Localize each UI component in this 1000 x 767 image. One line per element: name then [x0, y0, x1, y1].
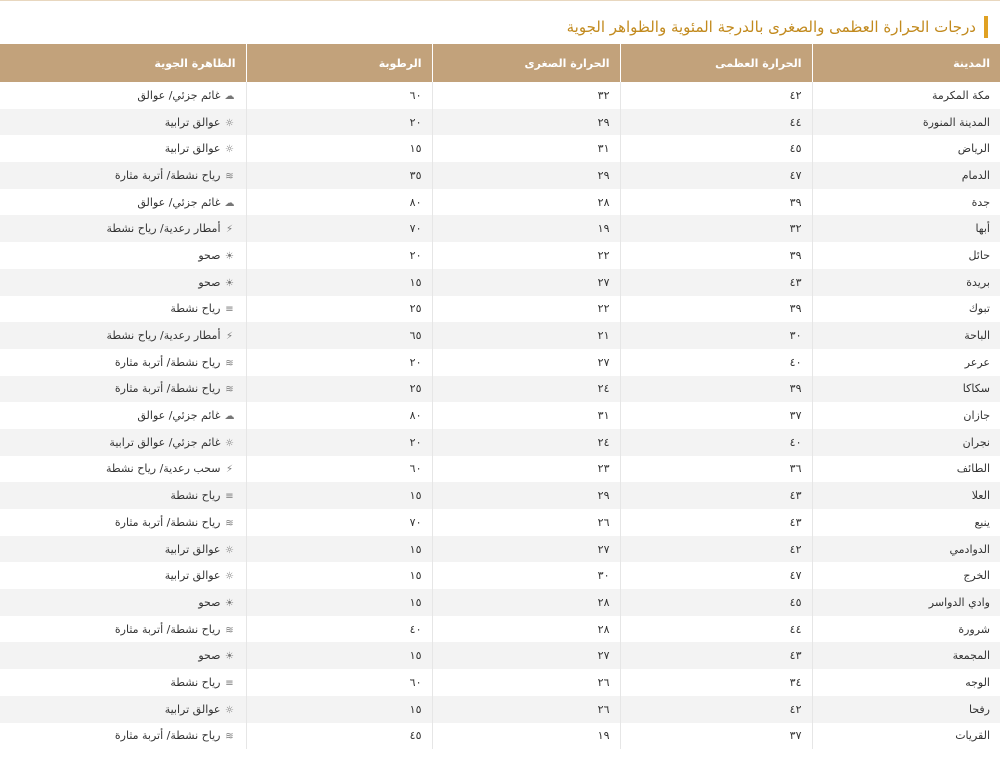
city-cell: المجمعة	[812, 642, 1000, 669]
cloud-haze-icon: ☁	[224, 90, 235, 102]
min-temp-cell: ٢٧	[432, 642, 620, 669]
weather-cell	[0, 696, 246, 723]
table-header	[0, 44, 1000, 82]
weather-cell	[0, 669, 246, 696]
weather-label: سحب رعدية/ رياح نشطة	[105, 462, 221, 476]
dust-wind-icon: ≋	[225, 357, 234, 369]
table-row	[0, 562, 1000, 589]
sun-icon: ☀	[225, 277, 234, 289]
weather-cell	[0, 456, 246, 483]
max-temp-cell: ٤٧	[620, 162, 812, 189]
humidity-cell: ٨٠	[246, 189, 432, 216]
max-temp-cell: ٤٣	[620, 482, 812, 509]
humidity-cell: ٢٠	[246, 349, 432, 376]
humidity-cell: ٤٥	[246, 723, 432, 750]
humidity-cell: ٢٥	[246, 296, 432, 323]
weather-label: رياح نشطة/ أتربة مثارة	[114, 515, 221, 529]
weather-cell	[0, 482, 246, 509]
table-row	[0, 696, 1000, 723]
table-row	[0, 642, 1000, 669]
city-cell: جدة	[812, 189, 1000, 216]
weather-cell	[0, 162, 246, 189]
humidity-cell: ٨٠	[246, 402, 432, 429]
table-row	[0, 135, 1000, 162]
min-temp-cell: ٢٩	[432, 162, 620, 189]
max-temp-cell: ٤٣	[620, 642, 812, 669]
table-row	[0, 296, 1000, 323]
city-cell: الوجه	[812, 669, 1000, 696]
max-temp-cell: ٤٥	[620, 135, 812, 162]
weather-label: عوالق ترابية	[164, 569, 221, 583]
dust-sun-icon: ☼	[225, 571, 234, 583]
city-cell: الطائف	[812, 456, 1000, 483]
min-temp-cell: ٣٠	[432, 562, 620, 589]
weather-label: أمطار رعدية/ رياح نشطة	[106, 329, 221, 343]
weather-cell	[0, 82, 246, 109]
city-cell: المدينة المنورة	[812, 109, 1000, 136]
table-row	[0, 669, 1000, 696]
humidity-cell: ٢٠	[246, 109, 432, 136]
weather-label: غائم جزئي/ عوالق ترابية	[109, 435, 221, 449]
max-temp-cell: ٣٩	[620, 376, 812, 403]
min-temp-cell: ٢٨	[432, 589, 620, 616]
weather-label: صحو	[198, 649, 221, 663]
weather-label: رياح نشطة	[170, 302, 221, 316]
dust-wind-icon: ≋	[225, 624, 234, 636]
weather-label: عوالق ترابية	[164, 702, 221, 716]
max-temp-cell: ٣٩	[620, 189, 812, 216]
weather-label: عوالق ترابية	[164, 115, 221, 129]
table-row	[0, 723, 1000, 750]
weather-cell	[0, 589, 246, 616]
city-cell: ينبع	[812, 509, 1000, 536]
dust-sun-icon: ☼	[225, 437, 234, 449]
max-temp-cell: ٣٧	[620, 723, 812, 750]
max-temp-cell: ٣٤	[620, 669, 812, 696]
dust-wind-icon: ≋	[225, 170, 234, 182]
table-row	[0, 509, 1000, 536]
table-row	[0, 242, 1000, 269]
min-temp-cell: ٢٩	[432, 482, 620, 509]
humidity-cell: ٧٠	[246, 215, 432, 242]
min-temp-cell: ٣١	[432, 135, 620, 162]
max-temp-cell: ٣٩	[620, 242, 812, 269]
table-row	[0, 536, 1000, 563]
title-bar	[0, 4, 1000, 44]
dust-sun-icon: ☼	[225, 117, 234, 129]
weather-label: غائم جزئي/ عوالق	[137, 88, 221, 102]
weather-label: رياح نشطة	[170, 675, 221, 689]
thunder-wind-icon: ⚡	[225, 224, 234, 236]
weather-cell	[0, 376, 246, 403]
humidity-cell: ١٥	[246, 135, 432, 162]
table-row	[0, 589, 1000, 616]
table-row	[0, 82, 1000, 109]
weather-cell	[0, 349, 246, 376]
weather-cell	[0, 642, 246, 669]
city-cell: وادي الدواسر	[812, 589, 1000, 616]
column-header-city: المدينة	[812, 44, 1000, 82]
max-temp-cell: ٤٢	[620, 696, 812, 723]
max-temp-cell: ٤٣	[620, 509, 812, 536]
humidity-cell: ١٥	[246, 642, 432, 669]
humidity-cell: ٦٥	[246, 322, 432, 349]
table-row	[0, 215, 1000, 242]
max-temp-cell: ٤٧	[620, 562, 812, 589]
max-temp-cell: ٣٩	[620, 296, 812, 323]
min-temp-cell: ٢٧	[432, 536, 620, 563]
humidity-cell: ٢٠	[246, 429, 432, 456]
weather-label: أمطار رعدية/ رياح نشطة	[106, 222, 221, 236]
dust-sun-icon: ☼	[225, 544, 234, 556]
city-cell: تبوك	[812, 296, 1000, 323]
city-cell: بريدة	[812, 269, 1000, 296]
thunder-wind-icon: ⚡	[225, 464, 234, 476]
table-row	[0, 189, 1000, 216]
weather-label: صحو	[198, 275, 221, 289]
weather-cell	[0, 189, 246, 216]
weather-label: رياح نشطة/ أتربة مثارة	[114, 729, 221, 743]
wind-icon: ≡	[225, 677, 234, 689]
weather-cell	[0, 135, 246, 162]
table-row	[0, 269, 1000, 296]
humidity-cell: ٤٠	[246, 616, 432, 643]
table-row	[0, 322, 1000, 349]
min-temp-cell: ٢٩	[432, 109, 620, 136]
city-cell: عرعر	[812, 349, 1000, 376]
sun-icon: ☀	[225, 250, 234, 262]
max-temp-cell: ٤٣	[620, 269, 812, 296]
humidity-cell: ٣٥	[246, 162, 432, 189]
weather-label: غائم جزئي/ عوالق	[137, 195, 221, 209]
city-cell: نجران	[812, 429, 1000, 456]
min-temp-cell: ٢٦	[432, 669, 620, 696]
city-cell: القريات	[812, 723, 1000, 750]
weather-cell	[0, 402, 246, 429]
city-cell: شرورة	[812, 616, 1000, 643]
city-cell: رفحا	[812, 696, 1000, 723]
weather-label: صحو	[198, 248, 221, 262]
humidity-cell: ١٥	[246, 562, 432, 589]
min-temp-cell: ٢٢	[432, 242, 620, 269]
weather-cell	[0, 215, 246, 242]
dust-wind-icon: ≋	[225, 384, 234, 396]
wind-icon: ≡	[225, 491, 234, 503]
weather-cell	[0, 536, 246, 563]
column-header-humidity: الرطوبة	[246, 44, 432, 82]
humidity-cell: ٢٥	[246, 376, 432, 403]
min-temp-cell: ٢٢	[432, 296, 620, 323]
table-row	[0, 429, 1000, 456]
max-temp-cell: ٣٦	[620, 456, 812, 483]
max-temp-cell: ٤٠	[620, 349, 812, 376]
thunder-wind-icon: ⚡	[225, 331, 234, 343]
city-cell: أبها	[812, 215, 1000, 242]
max-temp-cell: ٣٠	[620, 322, 812, 349]
weather-label: رياح نشطة/ أتربة مثارة	[114, 622, 221, 636]
weather-label: غائم جزئي/ عوالق	[137, 409, 221, 423]
weather-cell	[0, 109, 246, 136]
humidity-cell: ١٥	[246, 482, 432, 509]
humidity-cell: ١٥	[246, 589, 432, 616]
table-row	[0, 456, 1000, 483]
min-temp-cell: ٢٧	[432, 269, 620, 296]
city-cell: الدمام	[812, 162, 1000, 189]
humidity-cell: ١٥	[246, 696, 432, 723]
max-temp-cell: ٣٧	[620, 402, 812, 429]
min-temp-cell: ٢٤	[432, 429, 620, 456]
sun-icon: ☀	[225, 597, 234, 609]
humidity-cell: ١٥	[246, 269, 432, 296]
humidity-cell: ١٥	[246, 536, 432, 563]
city-cell: حائل	[812, 242, 1000, 269]
city-cell: الباحة	[812, 322, 1000, 349]
dust-sun-icon: ☼	[225, 144, 234, 156]
min-temp-cell: ٢٦	[432, 696, 620, 723]
dust-wind-icon: ≋	[225, 517, 234, 529]
max-temp-cell: ٣٢	[620, 215, 812, 242]
weather-table	[0, 44, 1000, 749]
weather-cell	[0, 509, 246, 536]
humidity-cell: ٦٠	[246, 669, 432, 696]
weather-label: رياح نشطة/ أتربة مثارة	[114, 168, 221, 182]
humidity-cell: ٦٠	[246, 456, 432, 483]
table-row	[0, 109, 1000, 136]
table-row	[0, 162, 1000, 189]
min-temp-cell: ٢٨	[432, 616, 620, 643]
table-row	[0, 616, 1000, 643]
min-temp-cell: ١٩	[432, 723, 620, 750]
min-temp-cell: ٢٦	[432, 509, 620, 536]
dust-wind-icon: ≋	[225, 731, 234, 743]
min-temp-cell: ٢٤	[432, 376, 620, 403]
weather-cell	[0, 723, 246, 750]
table-row	[0, 482, 1000, 509]
city-cell: العلا	[812, 482, 1000, 509]
weather-label: رياح نشطة/ أتربة مثارة	[114, 355, 221, 369]
weather-label: عوالق ترابية	[164, 542, 221, 556]
weather-label: عوالق ترابية	[164, 142, 221, 156]
max-temp-cell: ٤٤	[620, 616, 812, 643]
weather-cell	[0, 616, 246, 643]
title-accent-bar	[984, 16, 988, 38]
table-header-row	[0, 44, 1000, 82]
table-row	[0, 349, 1000, 376]
weather-cell	[0, 429, 246, 456]
weather-cell	[0, 296, 246, 323]
max-temp-cell: ٤٠	[620, 429, 812, 456]
humidity-cell: ٦٠	[246, 82, 432, 109]
dust-sun-icon: ☼	[225, 704, 234, 716]
weather-label: صحو	[198, 595, 221, 609]
min-temp-cell: ٣٢	[432, 82, 620, 109]
max-temp-cell: ٤٥	[620, 589, 812, 616]
weather-cell	[0, 562, 246, 589]
page-title: درجات الحرارة العظمى والصغرى بالدرجة المئوية والظواهر الجوية	[566, 18, 976, 36]
column-header-weather: الظاهرة الجوية	[0, 44, 246, 82]
table-body	[0, 82, 1000, 749]
city-cell: الرياض	[812, 135, 1000, 162]
column-header-min-temp: الحرارة الصغرى	[432, 44, 620, 82]
weather-cell	[0, 242, 246, 269]
city-cell: مكة المكرمة	[812, 82, 1000, 109]
table-row	[0, 376, 1000, 403]
city-cell: الخرج	[812, 562, 1000, 589]
min-temp-cell: ٢٣	[432, 456, 620, 483]
max-temp-cell: ٤٢	[620, 536, 812, 563]
sun-icon: ☀	[225, 651, 234, 663]
weather-label: رياح نشطة/ أتربة مثارة	[114, 382, 221, 396]
wind-icon: ≡	[225, 304, 234, 316]
table-row	[0, 402, 1000, 429]
weather-label: رياح نشطة	[170, 489, 221, 503]
city-cell: جازان	[812, 402, 1000, 429]
max-temp-cell: ٤٢	[620, 82, 812, 109]
weather-cell	[0, 322, 246, 349]
column-header-max-temp: الحرارة العظمى	[620, 44, 812, 82]
min-temp-cell: ٢١	[432, 322, 620, 349]
humidity-cell: ٢٠	[246, 242, 432, 269]
humidity-cell: ٧٠	[246, 509, 432, 536]
min-temp-cell: ٣١	[432, 402, 620, 429]
min-temp-cell: ١٩	[432, 215, 620, 242]
min-temp-cell: ٢٧	[432, 349, 620, 376]
cloud-haze-icon: ☁	[224, 197, 235, 209]
min-temp-cell: ٢٨	[432, 189, 620, 216]
city-cell: الدوادمي	[812, 536, 1000, 563]
city-cell: سكاكا	[812, 376, 1000, 403]
weather-cell	[0, 269, 246, 296]
cloud-haze-icon: ☁	[224, 411, 235, 423]
max-temp-cell: ٤٤	[620, 109, 812, 136]
